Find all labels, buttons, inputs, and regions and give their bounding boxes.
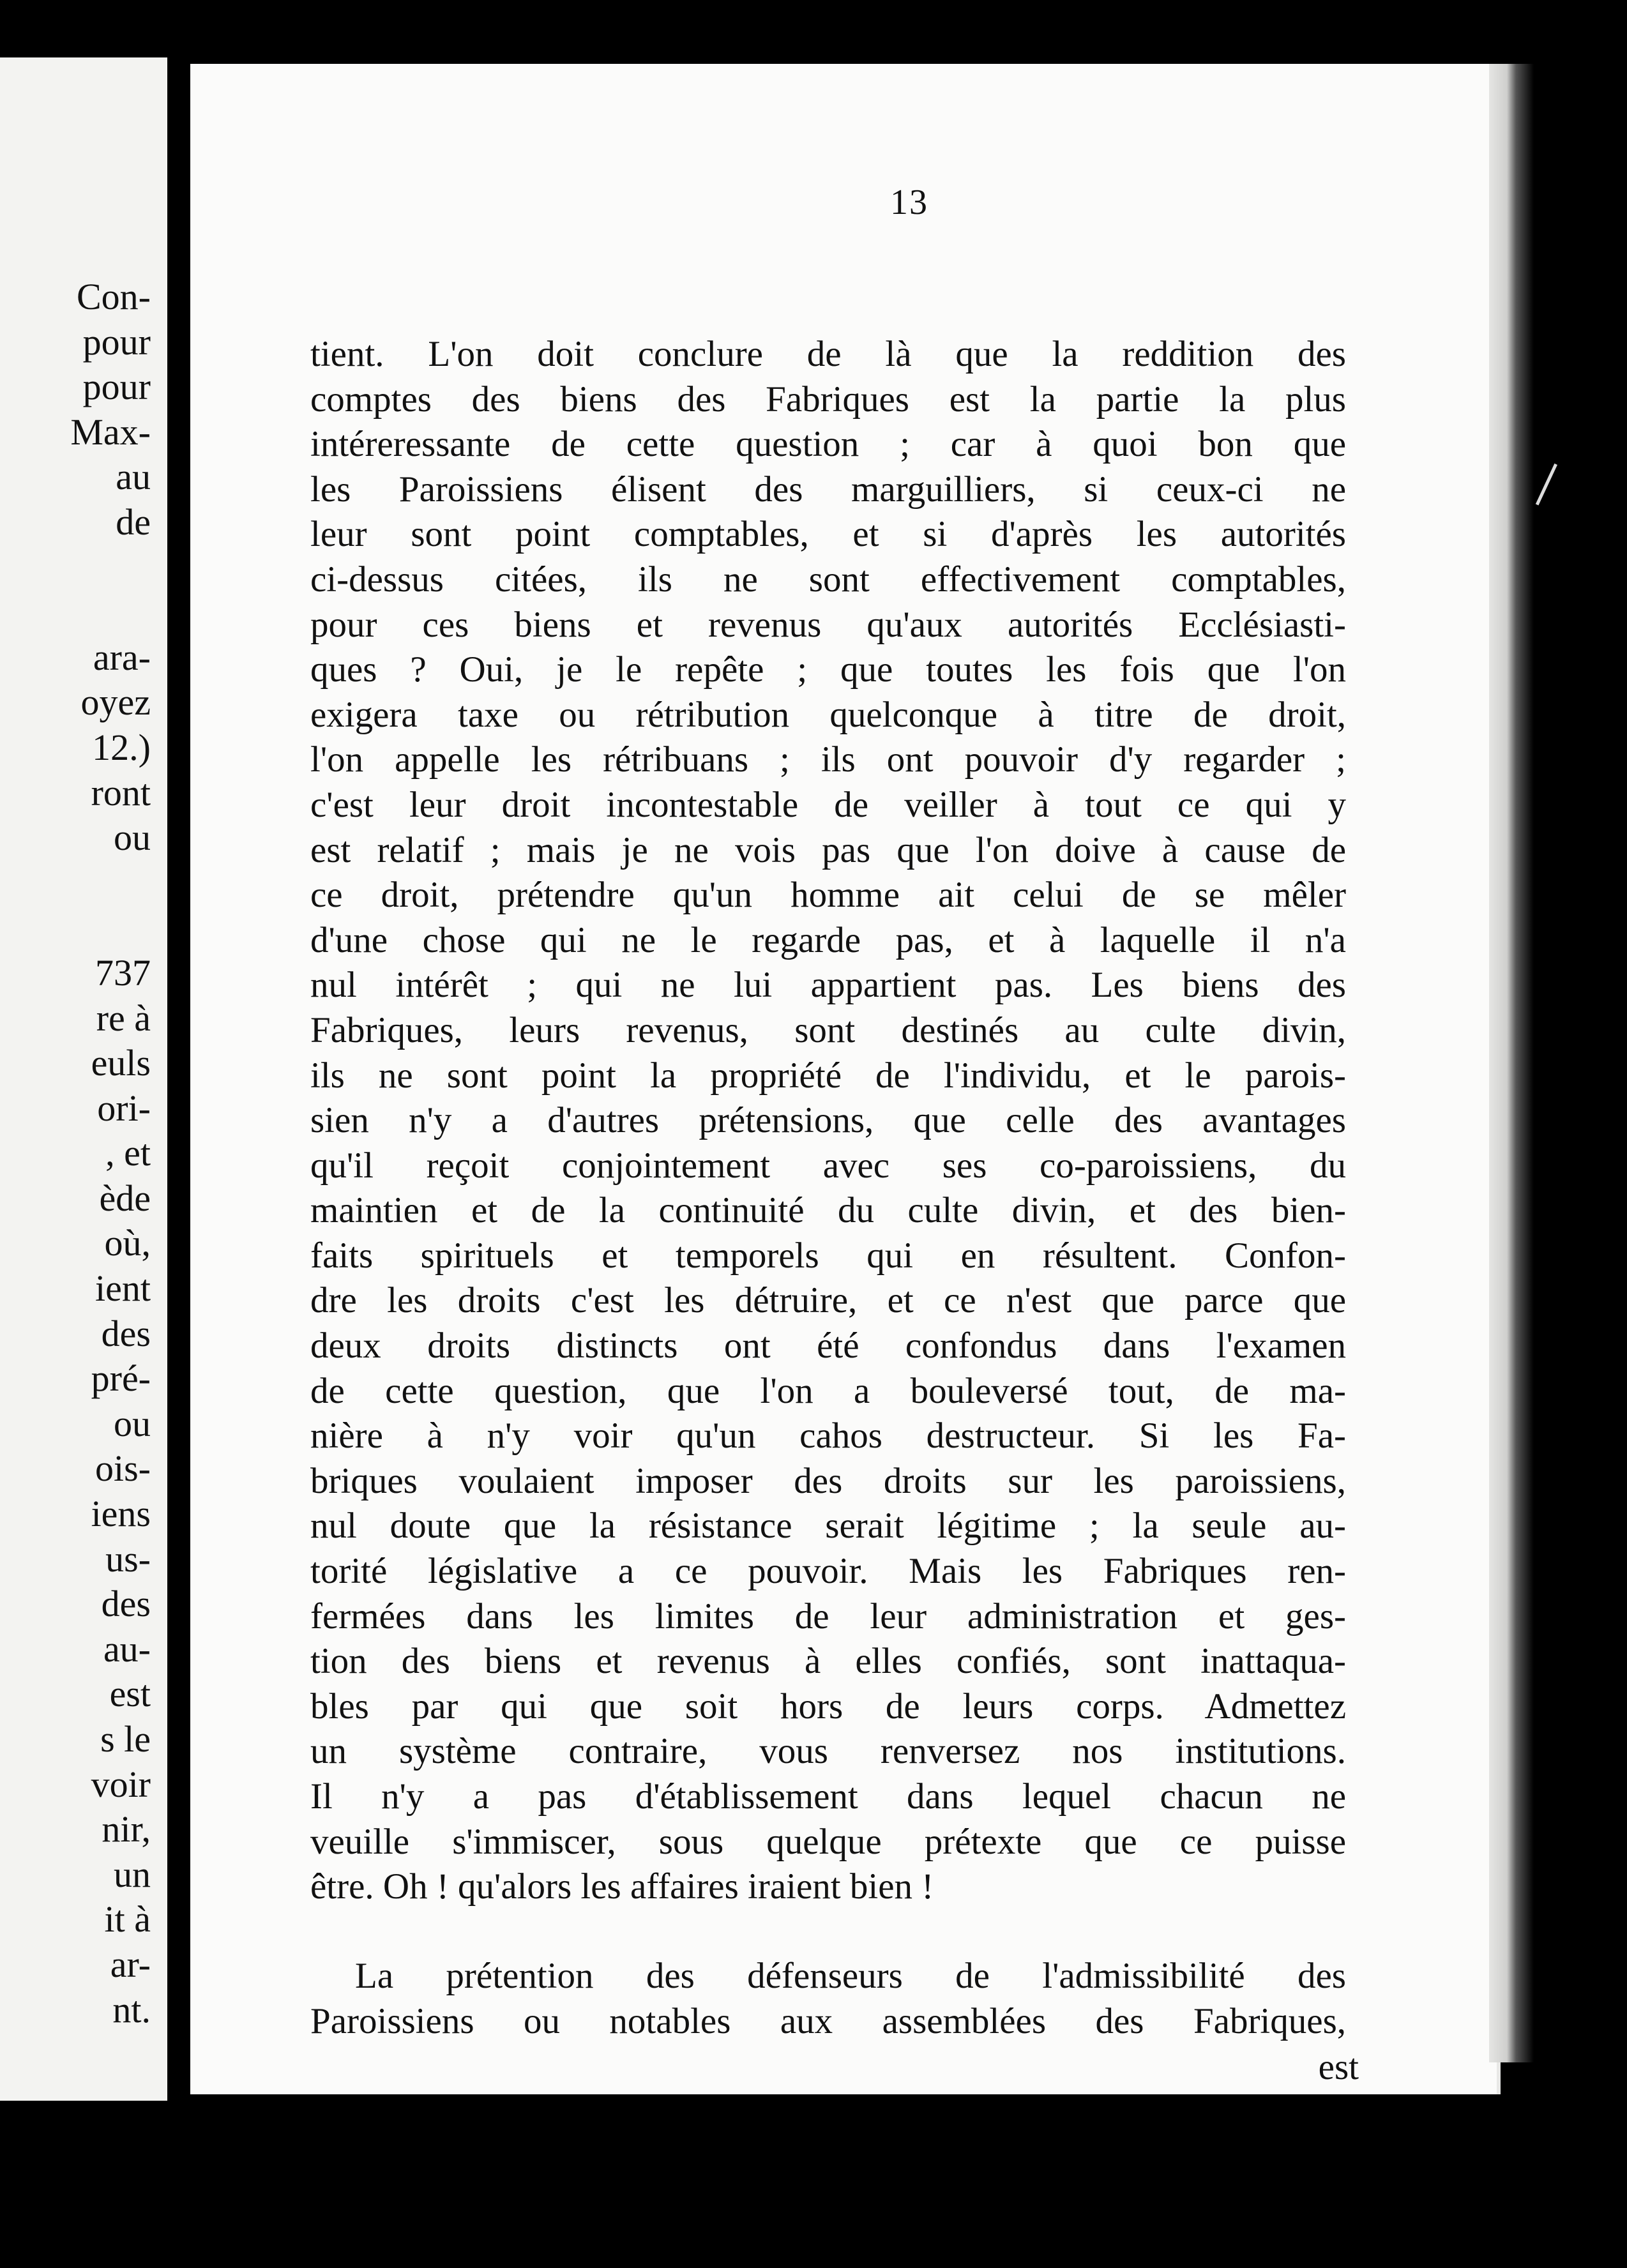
left-page-text bbox=[70, 275, 151, 2032]
text-line: un système contraire, vous renversez nos institutions. bbox=[310, 1731, 1346, 1772]
text-line: nul doute que la résistance serait légitime ; la seule au- bbox=[310, 1506, 1346, 1546]
text-line: briques voulaient imposer des droits sur les paroissiens, bbox=[310, 1460, 1346, 1501]
text-line: faits spirituels et temporels qui en résultent. Confon- bbox=[310, 1235, 1346, 1276]
text-line: Paroissiens ou notables aux assemblées des Fabriques, bbox=[310, 2000, 1346, 2041]
page-number: 13 bbox=[890, 183, 928, 222]
paragraph-2 bbox=[310, 1954, 1346, 2044]
text-line: ou bbox=[114, 1402, 151, 1444]
text-line bbox=[70, 590, 151, 635]
text-line: oyez bbox=[80, 681, 151, 723]
text-line: exigera taxe ou rétribution quelconque à titre de droit, bbox=[310, 694, 1346, 735]
text-line: fermées dans les limites de leur administration et ges- bbox=[310, 1596, 1346, 1637]
text-line: maintien et de la continuité du culte divin, et des bien- bbox=[310, 1190, 1346, 1231]
text-line: pour ces biens et revenus qu'aux autorités Ecclésiasti- bbox=[310, 604, 1346, 645]
text-line: dre les droits c'est les détruire, et ce n'est que parce que bbox=[310, 1280, 1346, 1321]
book-gutter bbox=[167, 0, 190, 2268]
page-edge bbox=[1489, 64, 1534, 2062]
text-line: ara- bbox=[93, 636, 151, 678]
text-line: des bbox=[101, 1583, 151, 1625]
text-line: it à bbox=[104, 1898, 151, 1940]
text-line: nir, bbox=[102, 1808, 151, 1850]
text-line: bles par qui que soit hors de leurs corps. Admettez bbox=[310, 1686, 1346, 1727]
text-line: au- bbox=[103, 1628, 151, 1670]
text-line: est bbox=[109, 1673, 151, 1715]
text-line: l'on appelle les rétribuans ; ils ont pouvoir d'y regarder ; bbox=[310, 739, 1346, 780]
text-line: ar- bbox=[110, 1943, 151, 1985]
text-line: pré- bbox=[91, 1357, 151, 1400]
text-line: ient bbox=[95, 1267, 151, 1310]
text-line: La prétention des défenseurs de l'admissibilité des bbox=[355, 1956, 1346, 1996]
text-line: les Paroissiens élisent des marguilliers, si ceux-ci ne bbox=[310, 469, 1346, 510]
text-line: s le bbox=[100, 1718, 151, 1760]
text-line: un bbox=[114, 1853, 151, 1895]
text-line: , et bbox=[105, 1132, 151, 1174]
text-line: Il n'y a pas d'établissement dans lequel chacun ne bbox=[310, 1776, 1346, 1817]
text-line: nul intérêt ; qui ne lui appartient pas. Les biens des bbox=[310, 965, 1346, 1006]
text-line: ci-dessus citées, ils ne sont effectivement comptables, bbox=[310, 559, 1346, 600]
text-line: 737 bbox=[95, 951, 151, 994]
text-line: ques ? Oui, je le repête ; que toutes les fois que l'on bbox=[310, 649, 1346, 690]
text-line: us- bbox=[105, 1538, 151, 1580]
text-line: voir bbox=[91, 1763, 151, 1805]
text-line: ou bbox=[114, 817, 151, 859]
text-line: deux droits distincts ont été confondus dans l'examen bbox=[310, 1326, 1346, 1366]
text-line: est relatif ; mais je ne vois pas que l'on doive à cause de bbox=[310, 829, 1346, 870]
text-line bbox=[70, 545, 151, 591]
text-line: ède bbox=[99, 1177, 151, 1219]
text-line: nt. bbox=[112, 1988, 151, 2030]
text-line: Max- bbox=[70, 411, 151, 453]
text-line: intéreressante de cette question ; car à quoi bon que bbox=[310, 424, 1346, 465]
text-line: torité législative a ce pouvoir. Mais les Fabriques ren- bbox=[310, 1551, 1346, 1592]
text-line: ils ne sont point la propriété de l'individu, et le parois- bbox=[310, 1055, 1346, 1096]
text-line: Fabriques, leurs revenus, sont destinés au culte divin, bbox=[310, 1009, 1346, 1050]
text-line: être. Oh ! qu'alors les affaires iraient bien ! bbox=[310, 1866, 934, 1907]
margin-mark bbox=[1536, 464, 1575, 513]
text-line: où, bbox=[104, 1222, 151, 1264]
text-line: Con- bbox=[77, 276, 151, 317]
text-line bbox=[70, 861, 151, 906]
text-line bbox=[70, 905, 151, 951]
text-line: comptes des biens des Fabriques est la partie la plus bbox=[310, 379, 1346, 420]
text-line: pour bbox=[82, 321, 151, 363]
left-page-fragment bbox=[0, 57, 167, 2101]
text-line: de bbox=[116, 501, 151, 543]
text-line: ront bbox=[91, 771, 151, 813]
text-line: iens bbox=[91, 1493, 151, 1535]
text-line: de cette question, que l'on a bouleversé tout, de ma- bbox=[310, 1370, 1346, 1411]
text-line: qu'il reçoit conjointement avec ses co-paroissiens, du bbox=[310, 1145, 1346, 1186]
text-line: au bbox=[116, 456, 151, 498]
text-line: tion des biens et revenus à elles confiés, sont inattaqua- bbox=[310, 1641, 1346, 1682]
catchword: est bbox=[1318, 2047, 1359, 2087]
text-line: 12.) bbox=[92, 726, 151, 768]
text-line: ce droit, prétendre qu'un homme ait celui de se mêler bbox=[310, 875, 1346, 916]
text-line: re à bbox=[96, 997, 151, 1039]
text-line: veuille s'immiscer, sous quelque prétexte que ce puisse bbox=[310, 1821, 1346, 1862]
right-page bbox=[190, 64, 1501, 2094]
text-line: pour bbox=[82, 366, 151, 408]
text-line: nière à n'y voir qu'un cahos destructeur. Si les Fa- bbox=[310, 1416, 1346, 1456]
paragraph-1 bbox=[310, 332, 1346, 1910]
text-line: euls bbox=[91, 1042, 151, 1084]
text-line: leur sont point comptables, et si d'après les autorités bbox=[310, 514, 1346, 555]
text-line: sien n'y a d'autres prétensions, que celle des avantages bbox=[310, 1100, 1346, 1141]
text-line: tient. L'on doit conclure de là que la reddition des bbox=[310, 334, 1346, 374]
text-line: des bbox=[101, 1312, 151, 1354]
text-line: ori- bbox=[97, 1087, 151, 1129]
text-line: ois- bbox=[95, 1448, 151, 1490]
text-line: c'est leur droit incontestable de veiller à tout ce qui y bbox=[310, 784, 1346, 825]
text-line: d'une chose qui ne le regarde pas, et à laquelle il n'a bbox=[310, 919, 1346, 960]
